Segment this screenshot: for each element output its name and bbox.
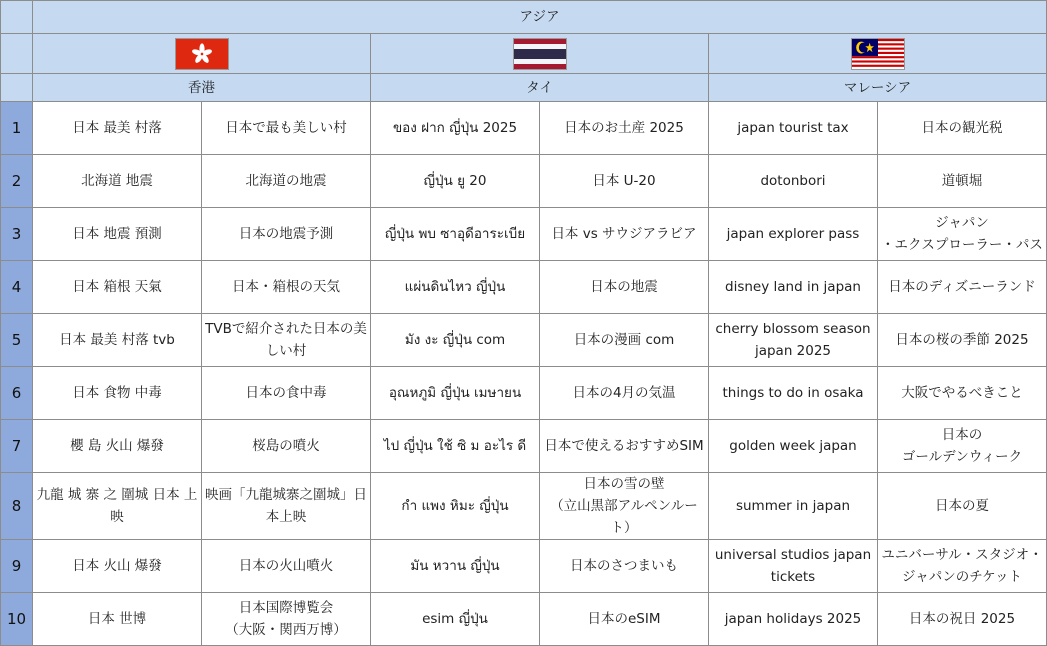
- my-translation: 日本の観光税: [878, 102, 1047, 155]
- th-translation: 日本で使えるおすすめSIM: [540, 420, 709, 473]
- th-keyword: มัน หวาน ญี่ปุ่น: [371, 540, 540, 593]
- rank-cell: 6: [1, 367, 33, 420]
- th-keyword: ของ ฝาก ญี่ปุ่น 2025: [371, 102, 540, 155]
- my-keyword: japan holidays 2025: [709, 593, 878, 646]
- my-keyword: dotonbori: [709, 155, 878, 208]
- table-row: [1, 367, 1047, 420]
- flag-row: [1, 34, 1047, 74]
- thailand-flag-icon: [513, 38, 567, 70]
- table-row: [1, 208, 1047, 261]
- th-keyword: esim ญี่ปุ่น: [371, 593, 540, 646]
- rank-cell: 10: [1, 593, 33, 646]
- flag-cell-thailand: [371, 34, 709, 74]
- th-translation: 日本のeSIM: [540, 593, 709, 646]
- hk-keyword: 日本 最美 村落 tvb: [33, 314, 202, 367]
- rank-cell: 7: [1, 420, 33, 473]
- my-translation: ユニバーサル・スタジオ・ジャパンのチケット: [878, 540, 1047, 593]
- th-translation: 日本のお土産 2025: [540, 102, 709, 155]
- th-translation: 日本のさつまいも: [540, 540, 709, 593]
- rank-cell: 9: [1, 540, 33, 593]
- hk-keyword: 日本 箱根 天氣: [33, 261, 202, 314]
- th-translation: 日本の地震: [540, 261, 709, 314]
- hk-translation: 日本国際博覧会 （大阪・関西万博）: [202, 593, 371, 646]
- table-row: [1, 261, 1047, 314]
- hk-keyword: 日本 食物 中毒: [33, 367, 202, 420]
- hk-translation: 日本の火山噴火: [202, 540, 371, 593]
- region-header: アジア: [33, 1, 1047, 34]
- corner-cell: [1, 34, 33, 74]
- hk-keyword: 日本 火山 爆發: [33, 540, 202, 593]
- th-translation: 日本 vs サウジアラビア: [540, 208, 709, 261]
- hk-translation: 日本・箱根の天気: [202, 261, 371, 314]
- hk-translation: 日本の食中毒: [202, 367, 371, 420]
- th-keyword: ญี่ปุ่น ยู 20: [371, 155, 540, 208]
- hk-translation: 日本で最も美しい村: [202, 102, 371, 155]
- my-keyword: japan explorer pass: [709, 208, 878, 261]
- my-translation: 道頓堀: [878, 155, 1047, 208]
- table-row: [1, 155, 1047, 208]
- my-translation: 日本の桜の季節 2025: [878, 314, 1047, 367]
- country-malaysia: マレーシア: [709, 74, 1047, 102]
- rank-cell: 3: [1, 208, 33, 261]
- malaysia-flag-icon: [851, 38, 905, 70]
- my-keyword: golden week japan: [709, 420, 878, 473]
- rank-cell: 2: [1, 155, 33, 208]
- hk-keyword: 櫻 島 火山 爆發: [33, 420, 202, 473]
- rank-cell: 4: [1, 261, 33, 314]
- hk-translation: TVBで紹介された日本の美しい村: [202, 314, 371, 367]
- flag-cell-malaysia: [709, 34, 1047, 74]
- corner-cell: [1, 1, 33, 34]
- rank-cell: 5: [1, 314, 33, 367]
- my-translation: 日本の夏: [878, 473, 1047, 540]
- table-row: [1, 102, 1047, 155]
- hk-translation: 桜島の噴火: [202, 420, 371, 473]
- hk-keyword: 日本 最美 村落: [33, 102, 202, 155]
- th-translation: 日本の漫画 com: [540, 314, 709, 367]
- hk-keyword: 日本 地震 預測: [33, 208, 202, 261]
- hk-translation: 北海道の地震: [202, 155, 371, 208]
- table-row: [1, 314, 1047, 367]
- table-row: [1, 420, 1047, 473]
- th-keyword: อุณหภูมิ ญี่ปุ่น เมษายน: [371, 367, 540, 420]
- hk-keyword: 北海道 地震: [33, 155, 202, 208]
- my-keyword: japan tourist tax: [709, 102, 878, 155]
- hk-keyword: 日本 世博: [33, 593, 202, 646]
- table-row: [1, 473, 1047, 540]
- my-translation: 日本のディズニーランド: [878, 261, 1047, 314]
- hk-translation: 映画「九龍城寨之圍城」日本上映: [202, 473, 371, 540]
- rank-cell: 8: [1, 473, 33, 540]
- my-translation: 日本の ゴールデンウィーク: [878, 420, 1047, 473]
- table-row: [1, 540, 1047, 593]
- region-header-row: [1, 1, 1047, 34]
- my-keyword: things to do in osaka: [709, 367, 878, 420]
- th-keyword: ไป ญี่ปุ่น ใช้ ซิ ม อะไร ดี: [371, 420, 540, 473]
- my-keyword: universal studios japan tickets: [709, 540, 878, 593]
- rank-cell: 1: [1, 102, 33, 155]
- my-translation: ジャパン ・エクスプローラー・パス: [878, 208, 1047, 261]
- hk-translation: 日本の地震予測: [202, 208, 371, 261]
- table-row: [1, 593, 1047, 646]
- th-translation: 日本の4月の気温: [540, 367, 709, 420]
- th-keyword: กำ แพง หิมะ ญี่ปุ่น: [371, 473, 540, 540]
- my-keyword: cherry blossom season japan 2025: [709, 314, 878, 367]
- my-translation: 大阪でやるべきこと: [878, 367, 1047, 420]
- th-keyword: ญี่ปุ่น พบ ซาอุดีอาระเบีย: [371, 208, 540, 261]
- my-translation: 日本の祝日 2025: [878, 593, 1047, 646]
- hk-keyword: 九龍 城 寨 之 圍城 日本 上映: [33, 473, 202, 540]
- th-keyword: แผ่นดินไหว ญี่ปุ่น: [371, 261, 540, 314]
- my-keyword: disney land in japan: [709, 261, 878, 314]
- flag-cell-hong-kong: [33, 34, 371, 74]
- corner-cell: [1, 74, 33, 102]
- country-hong-kong: 香港: [33, 74, 371, 102]
- th-translation: 日本 U-20: [540, 155, 709, 208]
- th-keyword: มัง งะ ญี่ปุ่น com: [371, 314, 540, 367]
- data-rows: [1, 102, 1047, 646]
- th-translation: 日本の雪の壁 （立山黒部アルペンルート）: [540, 473, 709, 540]
- my-keyword: summer in japan: [709, 473, 878, 540]
- country-row: [1, 74, 1047, 102]
- country-thailand: タイ: [371, 74, 709, 102]
- hong-kong-flag-icon: [175, 38, 229, 70]
